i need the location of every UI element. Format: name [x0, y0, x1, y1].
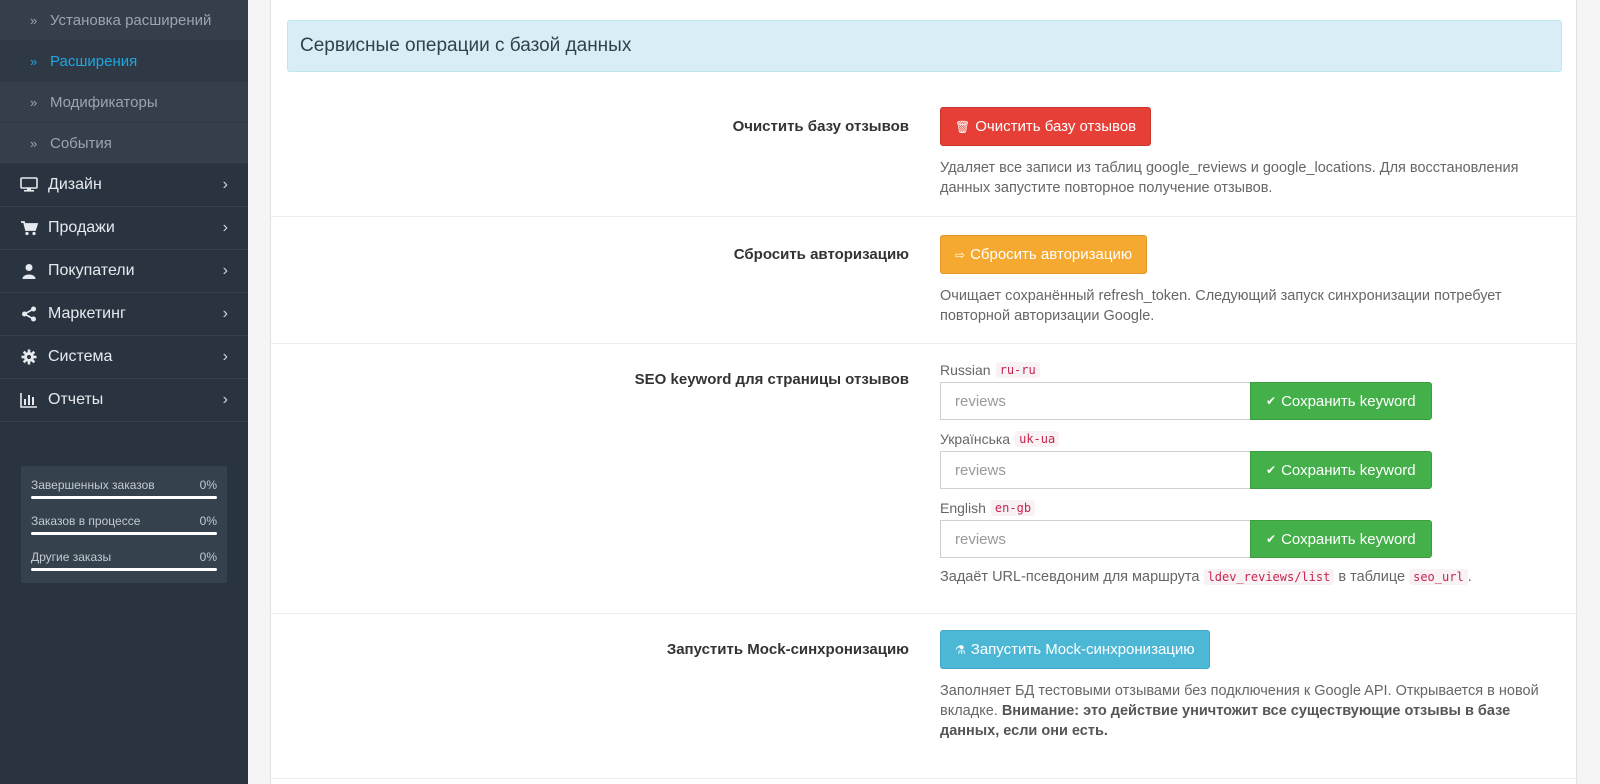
double-chevron-right-icon: »	[30, 12, 38, 28]
sidebar-item-system[interactable]	[0, 336, 248, 379]
language-code: en-gb	[991, 500, 1035, 516]
keyword-input-en[interactable]: reviews	[940, 520, 1250, 558]
sidebar-item-design[interactable]	[0, 164, 248, 207]
save-keyword-button-uk[interactable]	[1250, 451, 1432, 489]
reset-auth-button[interactable]	[940, 235, 1147, 274]
check-icon: ✔	[1266, 463, 1277, 477]
stat-value: 0%	[199, 550, 217, 564]
flask-icon: ⚗	[955, 642, 966, 657]
row-label: Очистить базу отзывов	[732, 118, 909, 135]
keyword-group-en	[940, 520, 1560, 558]
stat-label: Другие заказы	[31, 550, 112, 564]
keyword-input-uk[interactable]: reviews	[940, 451, 1250, 489]
sidebar	[0, 0, 248, 784]
route-code: ldev_reviews/list	[1204, 569, 1335, 585]
reset-help-text: Очищает сохранённый refresh_token. Следующий запуск синхронизации потребует повторной авторизации Google.	[940, 288, 1502, 324]
sidebar-item-label: Маркетинг	[48, 305, 126, 322]
sidebar-subitem-modifications[interactable]	[0, 82, 248, 123]
button-label: Сохранить keyword	[1281, 530, 1416, 548]
stat-other-orders	[31, 544, 217, 580]
trash-icon: 🗑	[955, 119, 971, 134]
keyword-group-ru	[940, 382, 1560, 420]
chevron-right-icon: ›	[222, 391, 228, 408]
button-label: Запустить Mock-синхронизацию	[970, 641, 1195, 658]
language-label-uk: Українська uk-ua	[940, 429, 1560, 449]
button-label: Сохранить keyword	[1281, 392, 1416, 410]
cart-icon	[20, 219, 38, 237]
sidebar-subitem-label: Установка расширений	[50, 11, 212, 29]
keyword-input-ru[interactable]: reviews	[940, 382, 1250, 420]
row-body	[940, 360, 1560, 587]
row-label: Сбросить авторизацию	[733, 246, 909, 263]
row-label: SEO keyword для страницы отзывов	[634, 371, 909, 388]
seo-help-text: Задаёт URL-псевдоним для маршрута ldev_reviews/list в таблице seo_url .	[940, 569, 1472, 585]
row-body	[940, 630, 1560, 741]
run-mock-sync-button[interactable]	[940, 630, 1210, 669]
row-mock-sync	[271, 614, 1578, 779]
check-icon: ✔	[1266, 394, 1277, 408]
bar-chart-icon	[20, 391, 38, 409]
sidebar-subitem-label: Модификаторы	[50, 93, 158, 111]
sidebar-item-sales[interactable]	[0, 207, 248, 250]
chevron-right-icon: ›	[222, 262, 228, 279]
save-keyword-button-en[interactable]	[1250, 520, 1432, 558]
table-code: seo_url	[1409, 569, 1468, 585]
sidebar-item-label: Покупатели	[48, 262, 135, 279]
sidebar-subitem-label: События	[50, 134, 112, 152]
order-stats	[21, 466, 227, 583]
stat-progress-bar	[31, 568, 217, 571]
keyword-group-uk	[940, 451, 1560, 489]
stat-value: 0%	[199, 514, 217, 528]
service-panel	[270, 0, 1577, 784]
row-body	[940, 107, 1560, 198]
chevron-right-icon: ›	[222, 348, 228, 365]
stat-value: 0%	[199, 478, 217, 492]
check-icon: ✔	[1266, 532, 1277, 546]
stat-progress-bar	[31, 532, 217, 535]
row-reset-auth	[271, 217, 1578, 344]
row-clear-db	[271, 90, 1578, 217]
section-header-alert: Сервисные операции с базой данных	[287, 20, 1562, 72]
row-label: Запустить Mock-синхронизацию	[666, 641, 909, 658]
language-label-en: English en-gb	[940, 498, 1560, 518]
clear-help-text: Удаляет все записи из таблиц google_reviews и google_locations. Для восстановления данных запустите повторное получение отзывов.	[940, 160, 1519, 196]
chevron-right-icon: ›	[222, 219, 228, 236]
sidebar-subitem-label: Расширения	[50, 52, 138, 70]
sidebar-subitem-extensions[interactable]	[0, 41, 248, 82]
user-icon	[20, 262, 38, 280]
save-keyword-button-ru[interactable]	[1250, 382, 1432, 420]
sidebar-item-marketing[interactable]	[0, 293, 248, 336]
chevron-right-icon: ›	[222, 305, 228, 322]
sidebar-item-label: Система	[48, 348, 113, 365]
row-body	[940, 235, 1560, 326]
stat-label: Завершенных заказов	[31, 478, 155, 492]
sidebar-item-label: Отчеты	[48, 391, 104, 408]
language-label-ru: Russian ru-ru	[940, 360, 1560, 380]
stat-processing-orders	[31, 508, 217, 544]
stat-label: Заказов в процессе	[31, 514, 141, 528]
sidebar-subitem-events[interactable]	[0, 123, 248, 164]
sign-out-icon: ⇨	[955, 247, 966, 262]
double-chevron-right-icon: »	[30, 135, 38, 151]
sidebar-item-reports[interactable]	[0, 379, 248, 422]
button-label: Сохранить keyword	[1281, 461, 1416, 479]
mock-warning-text: Внимание: это действие уничтожит все существующие отзывы в базе данных, если они есть.	[940, 703, 1511, 739]
main-content	[248, 0, 1600, 784]
chevron-right-icon: ›	[222, 176, 228, 193]
mock-help-text: Заполняет БД тестовыми отзывами без подключения к Google API. Открывается в новой вкладке. Внимание: это действие уничтожит все существующие отзывы в базе данных, если они есть.	[940, 683, 1539, 739]
monitor-icon	[20, 176, 38, 194]
button-label: Очистить базу отзывов	[975, 118, 1137, 135]
clear-reviews-button[interactable]	[940, 107, 1151, 146]
language-code: ru-ru	[996, 362, 1040, 378]
language-code: uk-ua	[1015, 431, 1059, 447]
sidebar-item-customers[interactable]	[0, 250, 248, 293]
sidebar-item-label: Продажи	[48, 219, 115, 236]
double-chevron-right-icon: »	[30, 53, 38, 69]
stat-completed-orders	[31, 472, 217, 508]
button-label: Сбросить авторизацию	[970, 246, 1133, 263]
sidebar-item-label: Дизайн	[48, 176, 102, 193]
double-chevron-right-icon: »	[30, 94, 38, 110]
row-seo-keyword	[271, 344, 1578, 614]
sidebar-subitem-install-extensions[interactable]	[0, 0, 248, 41]
stat-progress-bar	[31, 496, 217, 499]
gear-icon	[20, 348, 38, 366]
share-icon	[20, 305, 38, 323]
